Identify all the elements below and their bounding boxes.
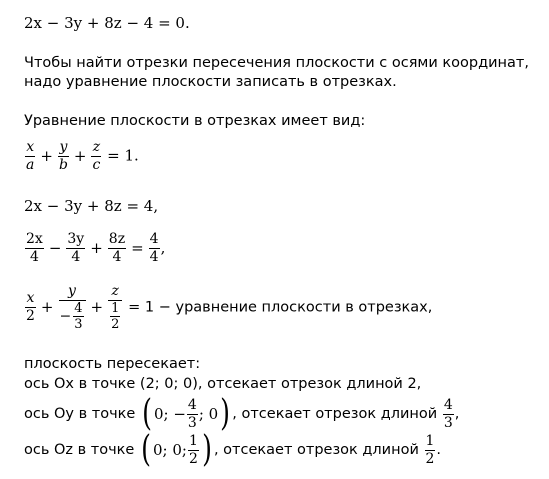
fraction-x-over-2: $\frac{x}{2}$: [26, 290, 35, 324]
fraction-8z-over-4: $\frac{8z}{4}$: [108, 231, 126, 265]
equation-initial: [24, 14, 190, 32]
general-form-equation: $\frac{x}{a}$ + $\frac{y}{b}$ + $\frac{z}{c}$ = 1.: [26, 139, 139, 173]
axis-y-line: ось Oy в точке ( 0; − $\frac{4}{3}$ ; 0) , отсекает отрезок длиной $\frac{4}{3}$ ,: [24, 393, 460, 434]
general-form-rhs: = 1.: [107, 146, 139, 165]
form-heading: Уравнение плоскости в отрезках имеет вид:: [24, 113, 366, 129]
intro-line-2: надо уравнение плоскости записать в отрезках.: [24, 74, 397, 90]
fraction-y-over-b: $\frac{y}{b}$: [58, 139, 68, 173]
step-4-rhs: = 1 − уравнение плоскости в отрезках,: [128, 299, 433, 316]
axis-x-line: ось Ox в точке (2; 0; 0), отсекает отрезок длиной 2,: [24, 376, 422, 392]
equation-step-4: $\frac{x}{2}$ + y − $\frac{4}{3}$ + $\frac{z}{\frac{1}{2}}$ = 1 − уравнение плоскости в отрезках,: [26, 283, 433, 332]
intro-line-1: Чтобы найти отрезки пересечения плоскости с осями координат,: [24, 55, 529, 71]
fraction-z-over-1-2: $\frac{z}{\frac{1}{2}}$: [108, 284, 122, 331]
axis-z-line: ось Oz в точке ( 0; 0; $\frac{1}{2}$ ) , отсекает отрезок длиной $\frac{1}{2}$ .: [24, 429, 442, 470]
fraction-3y-over-4: $\frac{3y}{4}$: [67, 231, 85, 265]
equation-initial-text: 2x − 3y + 8z − 4 = 0.: [24, 14, 190, 32]
fraction-z-over-c: $\frac{z}{c}$: [92, 139, 101, 173]
equation-step-2: 2x − 3y + 8z = 4,: [24, 197, 159, 215]
equation-step-3: $\frac{2x}{4}$ − $\frac{3y}{4}$ + $\frac{8z}{4}$ = $\frac{4}{4}$ ,: [26, 231, 166, 265]
fraction-4-over-4: $\frac{4}{4}$: [149, 231, 159, 265]
fraction-y-over-minus-4-3: y − $\frac{4}{3}$: [59, 284, 86, 331]
intersects-heading: плоскость пересекает:: [24, 356, 201, 372]
fraction-x-over-a: $\frac{x}{a}$: [26, 139, 35, 173]
fraction-2x-over-4: $\frac{2x}{4}$: [26, 231, 43, 265]
